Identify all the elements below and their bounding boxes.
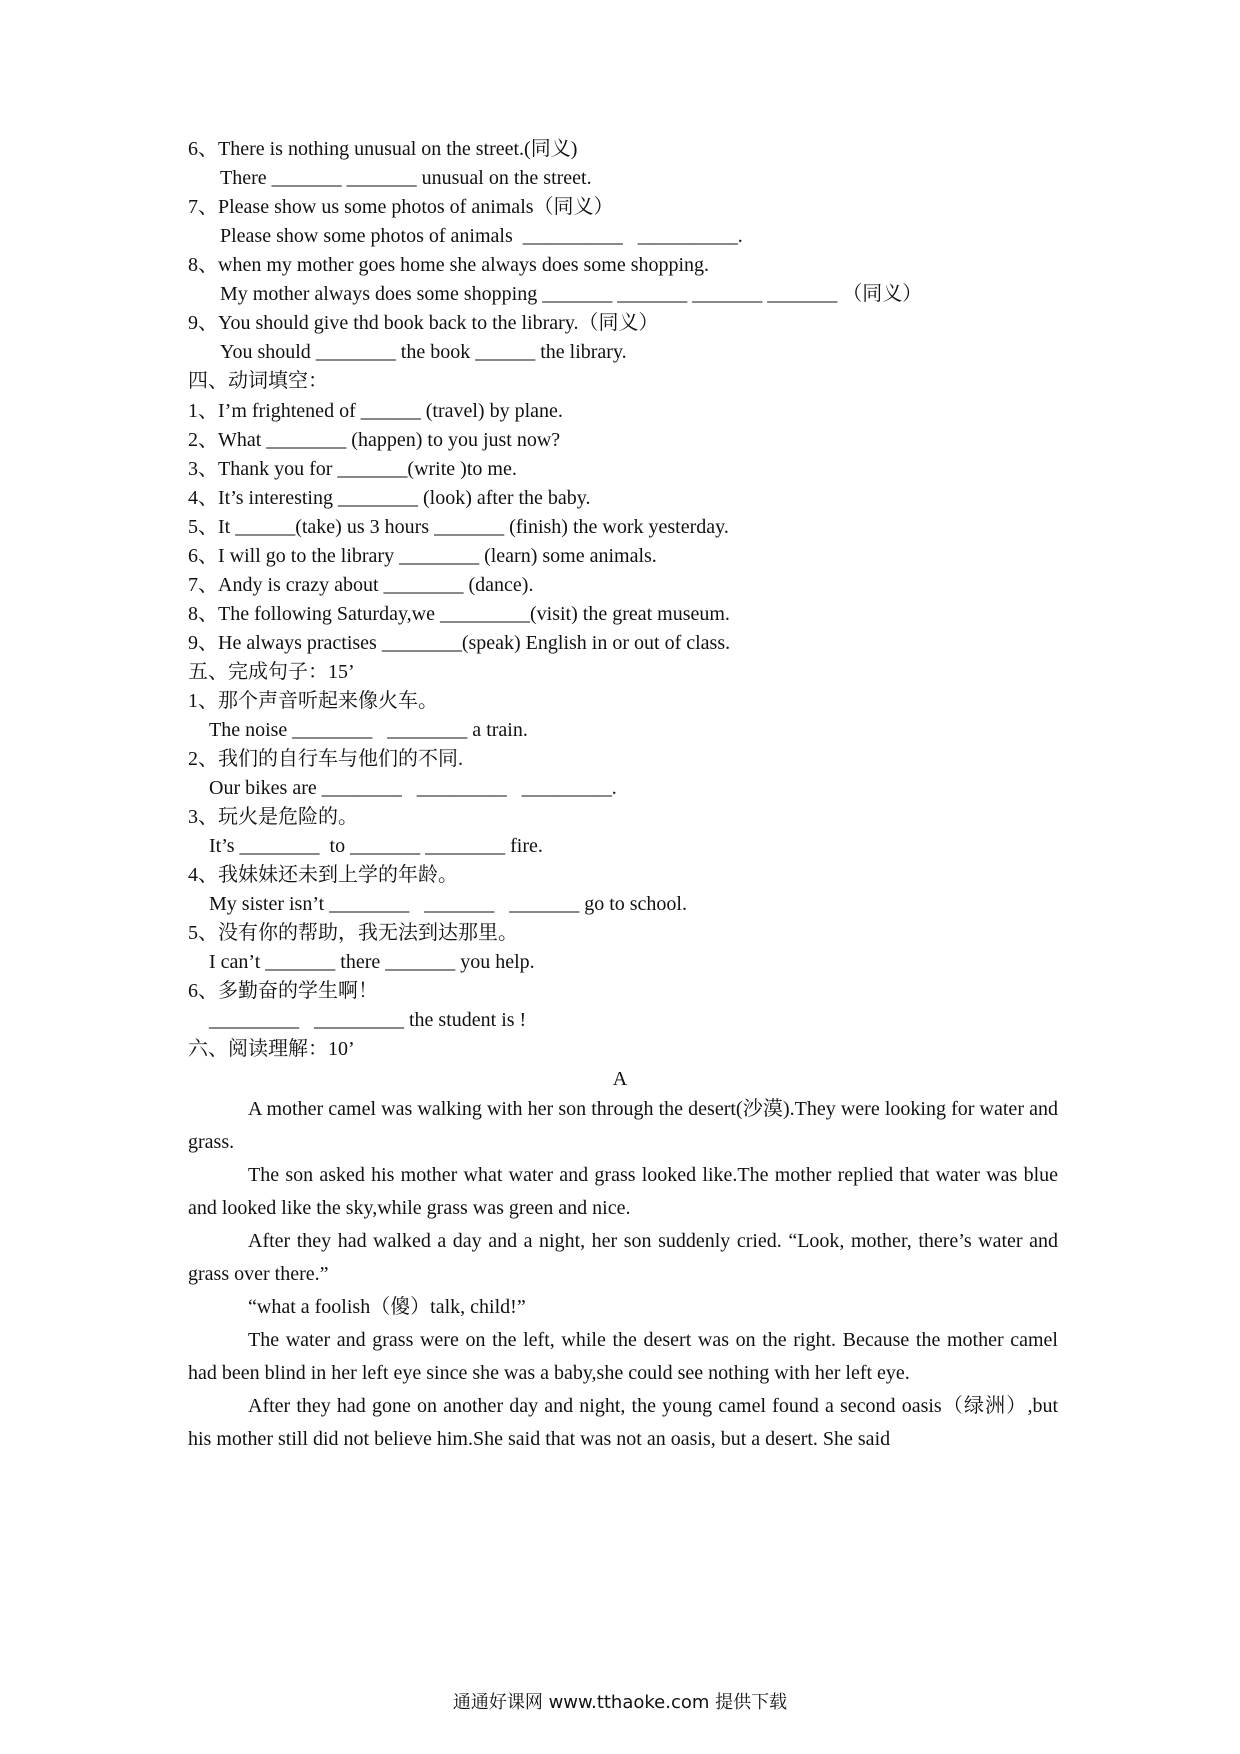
q9-prompt: 9、You should give thd book back to the library.（同义） xyxy=(188,312,659,334)
verb-item: 9、He always practises ________(speak) English in or out of class. xyxy=(188,632,731,654)
verb-item: 7、Andy is crazy about ________ (dance). xyxy=(188,574,534,596)
section4-heading: 四、动词填空： xyxy=(188,370,328,392)
q8-answer: My mother always does some shopping _______ _______ _______ _______ （同义） xyxy=(220,283,923,305)
reading-paragraph: The water and grass were on the left, while the desert was on the right. Because the mother camel had been blind in her left eye since she was a baby,she could see nothing with her left eye. xyxy=(188,1329,1058,1384)
sentence-answer: I can’t _______ there _______ you help. xyxy=(209,951,535,973)
sentence-prompt: 1、那个声音听起来像火车。 xyxy=(188,690,438,712)
sentence-prompt: 2、我们的自行车与他们的不同. xyxy=(188,748,463,770)
sentence-answer: It’s ________ to _______ ________ fire. xyxy=(209,835,543,857)
section5-heading: 五、完成句子：15’ xyxy=(188,661,355,683)
sentence-prompt: 3、玩火是危险的。 xyxy=(188,806,358,828)
verb-item: 3、Thank you for _______(write )to me. xyxy=(188,458,517,480)
sentence-prompt: 4、我妹妹还未到上学的年龄。 xyxy=(188,864,458,886)
q7-prompt: 7、Please show us some photos of animals（同义） xyxy=(188,196,614,218)
verb-item: 2、What ________ (happen) to you just now? xyxy=(188,429,561,451)
q6-answer: There _______ _______ unusual on the street. xyxy=(220,167,592,189)
section6-heading: 六、阅读理解：10’ xyxy=(188,1038,355,1060)
sentence-answer: Our bikes are ________ _________ _________. xyxy=(209,777,617,799)
reading-quote: “what a foolish（傻）talk, child!” xyxy=(248,1296,526,1318)
q6-prompt: 6、There is nothing unusual on the street.(同义) xyxy=(188,138,578,160)
verb-item: 8、The following Saturday,we _________(visit) the great museum. xyxy=(188,603,730,625)
verb-item: 6、I will go to the library ________ (learn) some animals. xyxy=(188,545,657,567)
page-footer: 通通好课网 www.tthaoke.com 提供下载 xyxy=(452,1692,788,1713)
q7-answer: Please show some photos of animals __________ __________. xyxy=(220,225,743,247)
reading-paragraph: A mother camel was walking with her son through the desert(沙漠).They were looking for water and grass. xyxy=(188,1098,1058,1153)
sentence-answer: _________ _________ the student is ! xyxy=(209,1009,527,1031)
verb-item: 5、It ______(take) us 3 hours _______ (finish) the work yesterday. xyxy=(188,516,729,538)
q8-prompt: 8、when my mother goes home she always does some shopping. xyxy=(188,254,710,276)
sentence-prompt: 6、多勤奋的学生啊！ xyxy=(188,980,378,1002)
sentence-answer: The noise ________ ________ a train. xyxy=(209,719,528,741)
q9-answer: You should ________ the book ______ the library. xyxy=(220,341,627,363)
passage-label: A xyxy=(612,1068,628,1090)
verb-item: 1、I’m frightened of ______ (travel) by plane. xyxy=(188,400,563,422)
reading-paragraph: After they had gone on another day and night, the young camel found a second oasis（绿洲）,but his mother still did not believe him.She said that was not an oasis, but a desert. She said xyxy=(188,1395,1058,1450)
sentence-answer: My sister isn’t ________ _______ _______ go to school. xyxy=(209,893,687,915)
verb-item: 4、It’s interesting ________ (look) after the baby. xyxy=(188,487,591,509)
reading-paragraph: After they had walked a day and a night, her son suddenly cried. “Look, mother, there’s water and grass over there.” xyxy=(188,1230,1058,1285)
sentence-prompt: 5、没有你的帮助，我无法到达那里。 xyxy=(188,922,518,944)
reading-paragraph: The son asked his mother what water and grass looked like.The mother replied that water was blue and looked like the sky,while grass was green and nice. xyxy=(188,1164,1058,1219)
